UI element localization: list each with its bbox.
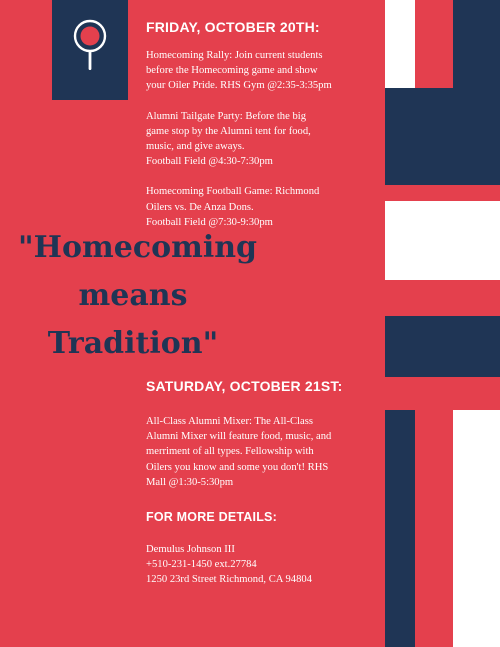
contact-info [146, 542, 378, 588]
logo-box [52, 0, 128, 100]
rally-event: Homecoming Rally: Join current students before the Homecoming game and show your Oiler Pride. RHS Gym @2:35-3:35pm [146, 50, 332, 92]
alumni-mixer-event: All-Class Alumni Mixer: The All-Class Alumni Mixer will feature food, music, and merriment of all types. Fellowship with Oilers you know and some you don't! RHS Mall @1:30-5:30pm [146, 416, 332, 488]
quote-line-2: means [78, 278, 188, 313]
tailgate-event: Alumni Tailgate Party: Before the big game stop by the Alumni tent for food, music, and give aways. Football Field @4:30-7:30pm [146, 110, 311, 168]
homecoming-quote [18, 224, 258, 368]
stripe-navy-lower-bar [385, 316, 500, 377]
stripe-navy-top [453, 0, 500, 88]
quote-line-3: Tradition" [47, 326, 219, 361]
saturday-heading: SATURDAY, OCTOBER 21ST: [146, 378, 343, 394]
stripe-white-top [385, 0, 415, 88]
friday-events [146, 48, 378, 230]
contact-name: Demulus Johnson III [146, 544, 235, 555]
football-game-event: Homecoming Football Game: Richmond Oilers vs. De Anza Dons. Football Field @7:30-9:30pm [146, 186, 320, 228]
stripe-navy-bottom [385, 410, 415, 647]
stripe-white-upper-bar [385, 201, 500, 280]
stripe-navy-upper-bar [385, 88, 500, 185]
details-heading: FOR MORE DETAILS: [146, 510, 277, 524]
map-pin-icon [70, 16, 110, 76]
quote-line-1: "Homecoming [18, 230, 258, 265]
contact-address: 1250 23rd Street Richmond, CA 94804 [146, 574, 312, 586]
saturday-events [146, 414, 378, 490]
friday-heading: FRIDAY, OCTOBER 20TH: [146, 19, 320, 35]
stripe-white-bottom [453, 410, 500, 647]
contact-phone: +510-231-1450 ext.27784 [146, 559, 257, 571]
